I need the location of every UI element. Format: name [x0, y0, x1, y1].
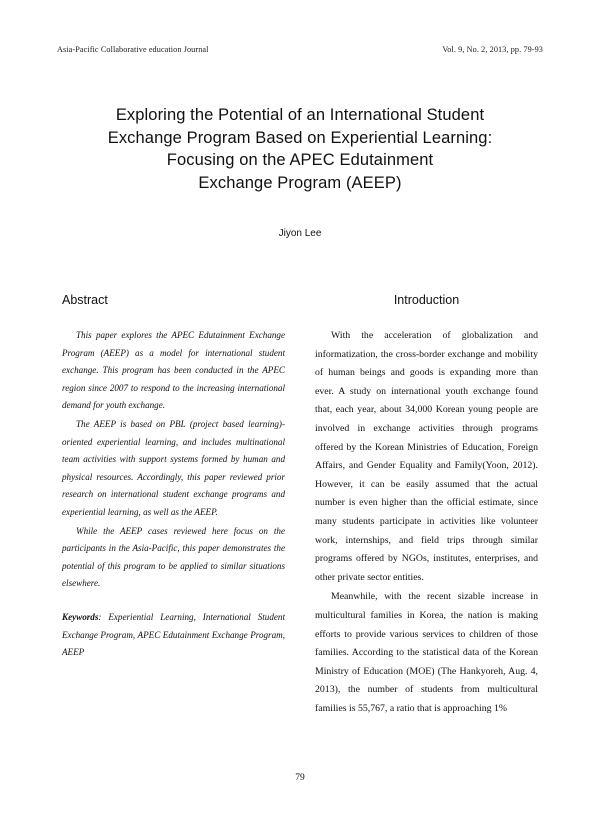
introduction-paragraph: With the acceleration of globalization and informatization, the cross-border exchange and mobility of human beings and goods is expanding more than ever. A study on international youth exchange found that, each year, about 34,000 Korean young people are involved in exchange activities through programs offered by the Korean Ministries of Education, Foreign Affairs, and Gender Equality and Family(Yoon, 2012). However, it can be easily assumed that the actual number is even higher than the official estimate, since many students participate in activities like volunteer work, internships, and field trips through similar programs offered by NGOs, institutes, enterprises, and other private sector entities. — [315, 330, 538, 583]
journal-name: Asia-Pacific Collaborative education Journal — [57, 45, 209, 54]
title-line-4: Exchange Program (AEEP) — [198, 173, 402, 192]
abstract-heading: Abstract — [62, 293, 108, 307]
keywords-line — [62, 609, 285, 662]
keywords-text: : Experiential Learning, International Student Exchange Program, APEC Edutainment Exchange Program, AEEP — [62, 611, 285, 658]
abstract-paragraph: This paper explores the APEC Edutainment Exchange Program (AEEP) as a model for international student exchange. This program has been conducted in the APEC region since 2007 to respond to the increasing international demand for youth exchange. — [62, 330, 285, 411]
volume-citation: Vol. 9, No. 2, 2013, pp. 79-93 — [442, 45, 543, 54]
title-line-3: Focusing on the APEC Edutainment — [166, 151, 434, 169]
keywords-label: Keywords — [62, 611, 99, 622]
introduction-column — [315, 293, 538, 719]
running-header — [57, 45, 543, 54]
abstract-paragraph: While the AEEP cases reviewed here focus on the participants in the Asia-Pacific, this paper demonstrates the potential of this program to be applied to similar situations elsewhere. — [62, 525, 285, 589]
paper-title — [70, 104, 530, 194]
introduction-heading: Introduction — [393, 293, 460, 307]
author-name: Jiyon Lee — [278, 228, 322, 239]
abstract-column — [62, 293, 285, 719]
title-line-1: Exploring the Potential of an International Student — [115, 106, 485, 124]
introduction-paragraph: Meanwhile, with the recent sizable increase in multicultural families in Korea, the nation is making efforts to provide various services to children of those families. According to the statistical data of the Korean Ministry of Education (MOE) (The Hankyoreh, Aug. 4, 2013), the number of students from multicultural families is 55,767, a ratio that is approaching 1% — [315, 591, 538, 714]
abstract-paragraph: The AEEP is based on PBL (project based learning)-oriented experiential learning, and includes multinational team activities with support systems formed by human and physical resources. Accordingly, this paper reviewed prior research on international student exchange programs and experiential learning, as well as the AEEP. — [62, 418, 285, 517]
two-column-body — [62, 293, 538, 719]
page-number: 79 — [295, 773, 305, 783]
title-line-2: Exchange Program Based on Experiential Learning: — [107, 128, 493, 147]
